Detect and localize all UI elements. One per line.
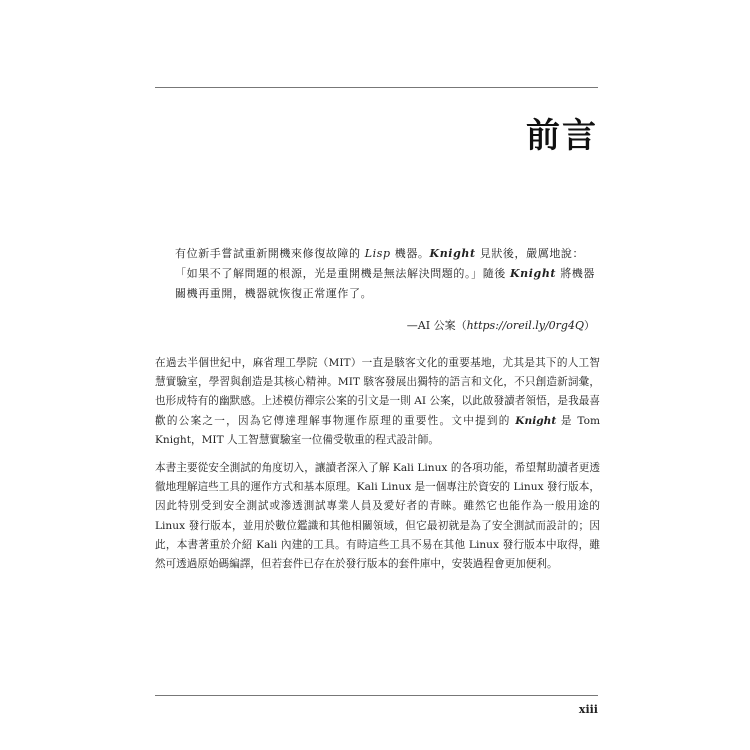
epigraph-lisp: Lisp xyxy=(364,247,391,260)
paragraph-1-a: 在過去半個世紀中，麻省理工學院（MIT）一直是駭客文化的重要基地，尤其是其下的人工智慧實驗室，學習與創造是其核心精神。MIT 駭客發展出獨特的語言和文化，不只創造新詞彙，也形成特有的幽默感。上述模仿禪宗公案的引文是一則 AI 公案，以此啟發讀者領悟，是我最喜歡的公案之一，因為它傳達理解事物運作原理的重要性。文中提到的 xyxy=(155,357,600,427)
epigraph-text-2: 機器。 xyxy=(390,247,430,260)
chapter-title: 前言 xyxy=(526,116,598,156)
paragraph-1 xyxy=(155,354,600,450)
body-text xyxy=(155,354,600,583)
top-rule xyxy=(155,87,598,88)
epigraph-text-1: 有位新手嘗試重新開機來修復故障的 xyxy=(175,247,365,260)
epigraph-knight-1: Knight xyxy=(429,247,476,260)
paragraph-1-b: 是 Tom Knight，MIT 人工智慧實驗室一位備受敬重的程式設計師。 xyxy=(155,414,600,446)
paragraph-1-knight: Knight xyxy=(515,414,557,427)
epigraph-text xyxy=(175,244,595,304)
epigraph-text-4: 將機器關機再重開，機器就恢復正常運作了。 xyxy=(175,267,596,300)
bottom-rule xyxy=(155,695,598,696)
epigraph-text-3: 見狀後，嚴厲地說：「如果不了解問題的根源，光是重開機是無法解決問題的。」隨後 xyxy=(175,247,585,280)
paragraph-2: 本書主要從安全測試的角度切入，讓讀者深入了解 Kali Linux 的各項功能，希望幫助讀者更透徹地理解這些工具的運作方式和基本原理。Kali Linux 是一個專注於資安的 Linux 發行版本，因此特別受到安全測試或滲透測試專業人員及愛好者的青睞。雖然它也能作為一般用途的 Linux 發行版本，並用於數位鑑識和其他相關領域，但它最初就是為了安全測試而設計的；因此，本書著重於介紹 Kali 內建的工具。有時這些工具不易在其他 Linux 發行版本中取得，雖然可透過原始碼編譯，但若套件已存在於發行版本的套件庫中，安裝過程會更加便利。 xyxy=(155,462,600,571)
page-number: xiii xyxy=(578,703,598,716)
epigraph-knight-2: Knight xyxy=(510,267,557,280)
attribution-suffix: ） xyxy=(584,319,595,332)
epigraph xyxy=(175,244,595,304)
attribution-prefix: —AI 公案（ xyxy=(406,319,467,332)
epigraph-attribution xyxy=(175,317,595,333)
attribution-url[interactable]: https://oreil.ly/0rg4Q xyxy=(466,319,584,332)
